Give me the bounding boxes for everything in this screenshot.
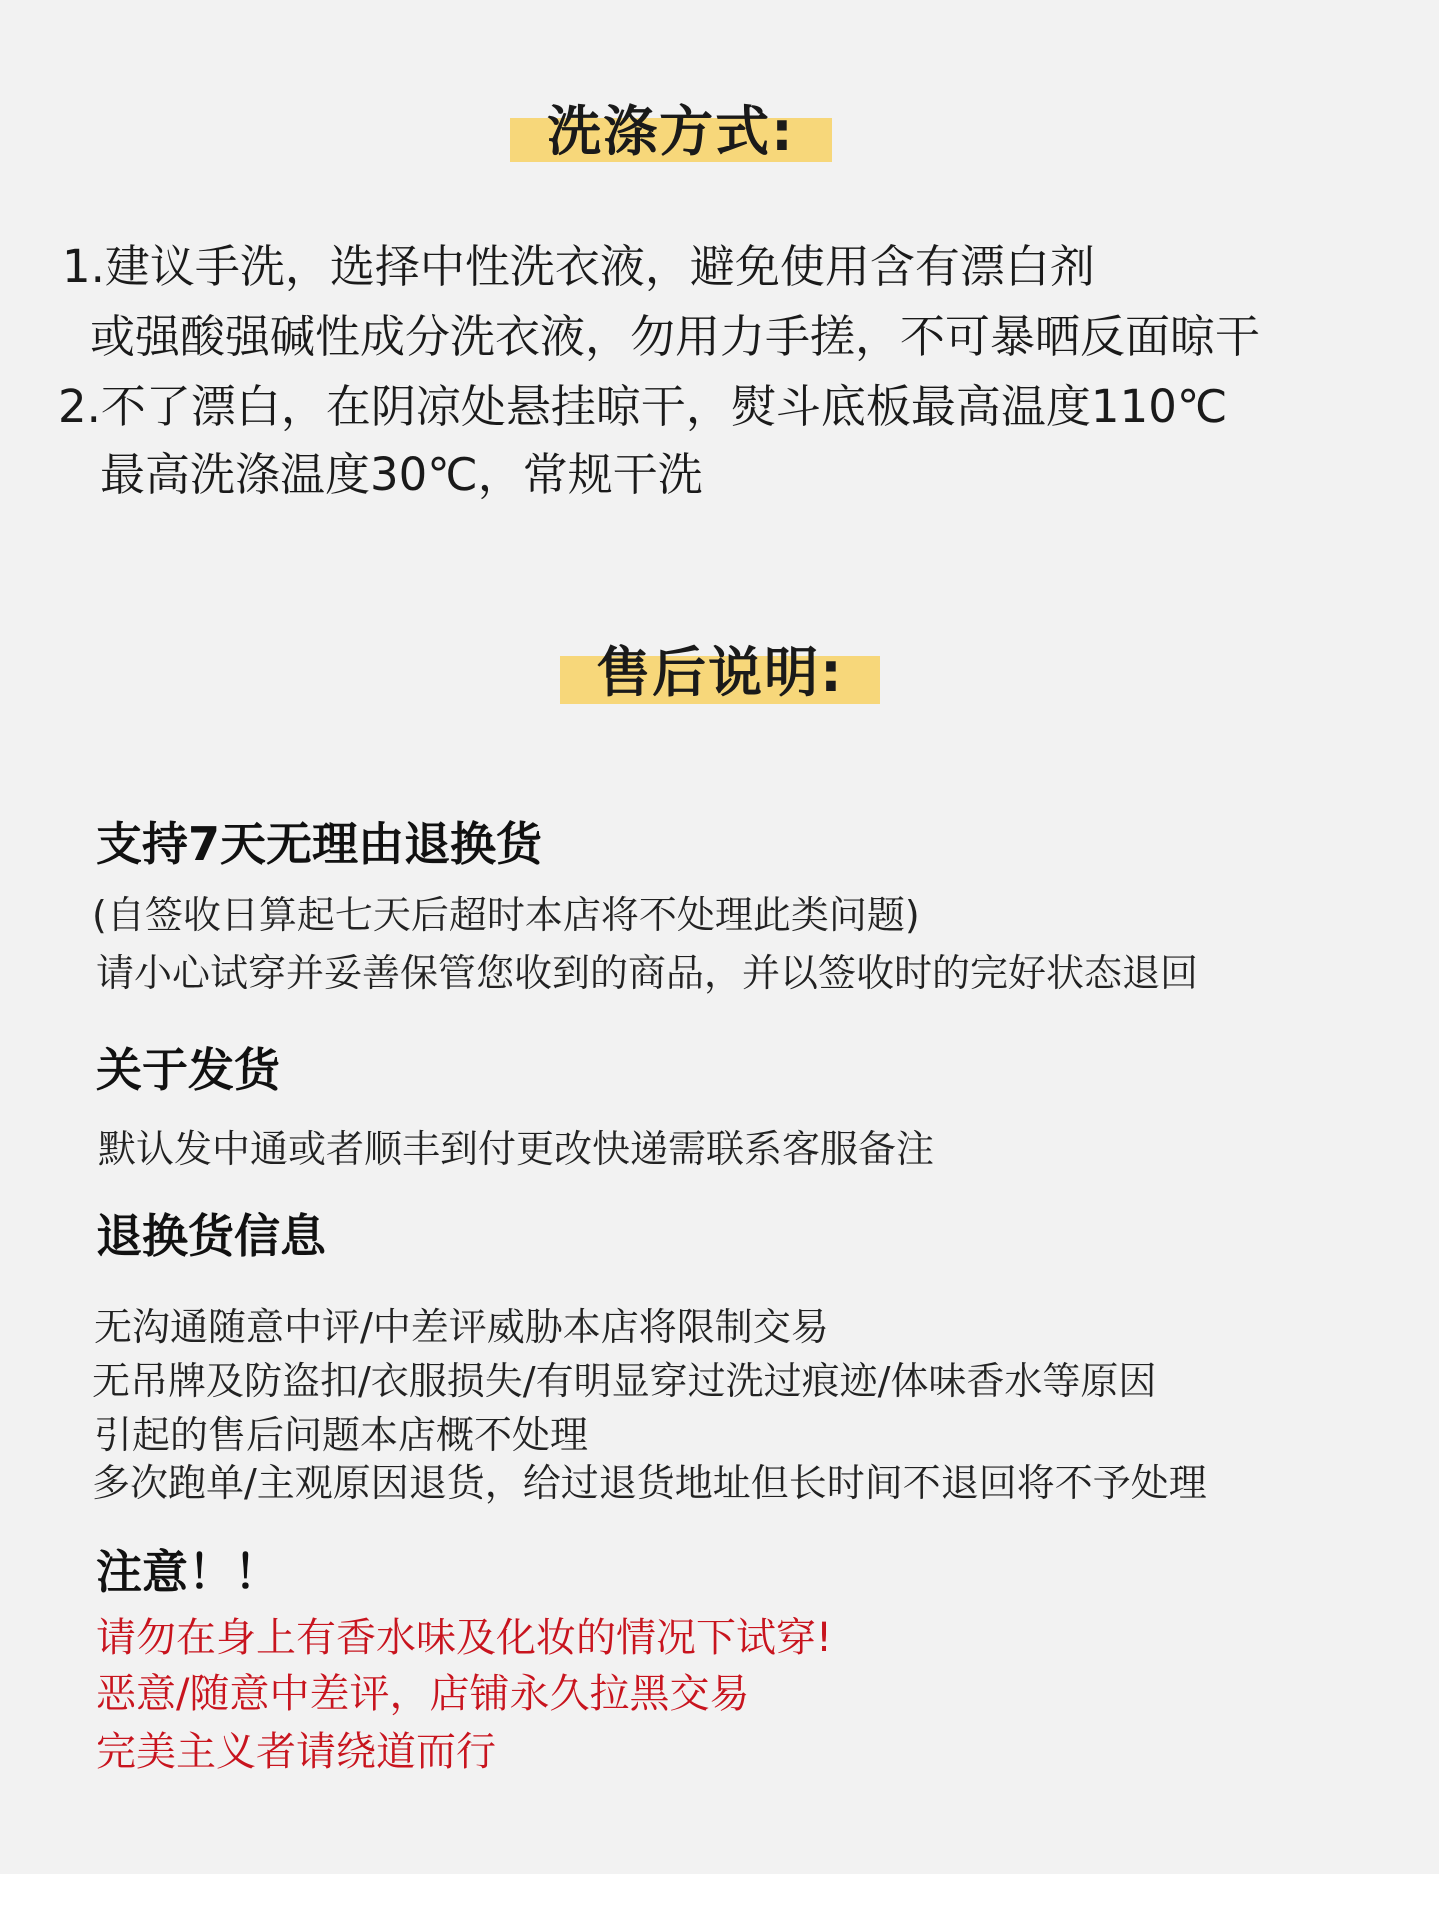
shipping-heading: 关于发货 xyxy=(96,1043,280,1097)
exchange-info-heading: 退换货信息 xyxy=(96,1209,326,1263)
exchange-info-line-3: 引起的售后问题本店概不处理 xyxy=(94,1413,589,1457)
washing-title xyxy=(510,92,832,162)
notice-line-1: 请勿在身上有香水味及化妆的情况下试穿! xyxy=(96,1615,833,1661)
return-policy-line-1: (自签收日算起七天后超时本店将不处理此类问题) xyxy=(92,893,920,937)
washing-title-label: 洗涤方式: xyxy=(547,99,795,163)
washing-line-1: 1.建议手洗，选择中性洗衣液，避免使用含有漂白剂 xyxy=(62,240,1095,293)
washing-line-2: 或强酸强碱性成分洗衣液，勿用力手搓，不可暴晒反面晾干 xyxy=(90,310,1261,363)
notice-heading: 注意！！ xyxy=(96,1545,280,1599)
exchange-info-line-1: 无沟通随意中评/中差评威胁本店将限制交易 xyxy=(94,1305,829,1349)
after-sales-title-label: 售后说明: xyxy=(596,640,844,704)
washing-line-3: 2.不了漂白，在阴凉处悬挂晾干，熨斗底板最高温度110℃ xyxy=(58,380,1228,433)
washing-line-4: 最高洗涤温度30℃，常规干洗 xyxy=(100,448,703,501)
notice-line-2: 恶意/随意中差评，店铺永久拉黑交易 xyxy=(96,1671,750,1717)
notice-line-3: 完美主义者请绕道而行 xyxy=(96,1729,496,1775)
return-policy-line-2: 请小心试穿并妥善保管您收到的商品，并以签收时的完好状态退回 xyxy=(96,951,1199,995)
exchange-info-line-4: 多次跑单/主观原因退货，给过退货地址但长时间不退回将不予处理 xyxy=(92,1461,1207,1505)
after-sales-title xyxy=(560,632,880,704)
return-policy-heading: 支持7天无理由退换货 xyxy=(96,817,543,871)
shipping-line-1: 默认发中通或者顺丰到付更改快递需联系客服备注 xyxy=(98,1127,935,1171)
exchange-info-line-2: 无吊牌及防盗扣/衣服损失/有明显穿过洗过痕迹/体味香水等原因 xyxy=(92,1359,1157,1403)
